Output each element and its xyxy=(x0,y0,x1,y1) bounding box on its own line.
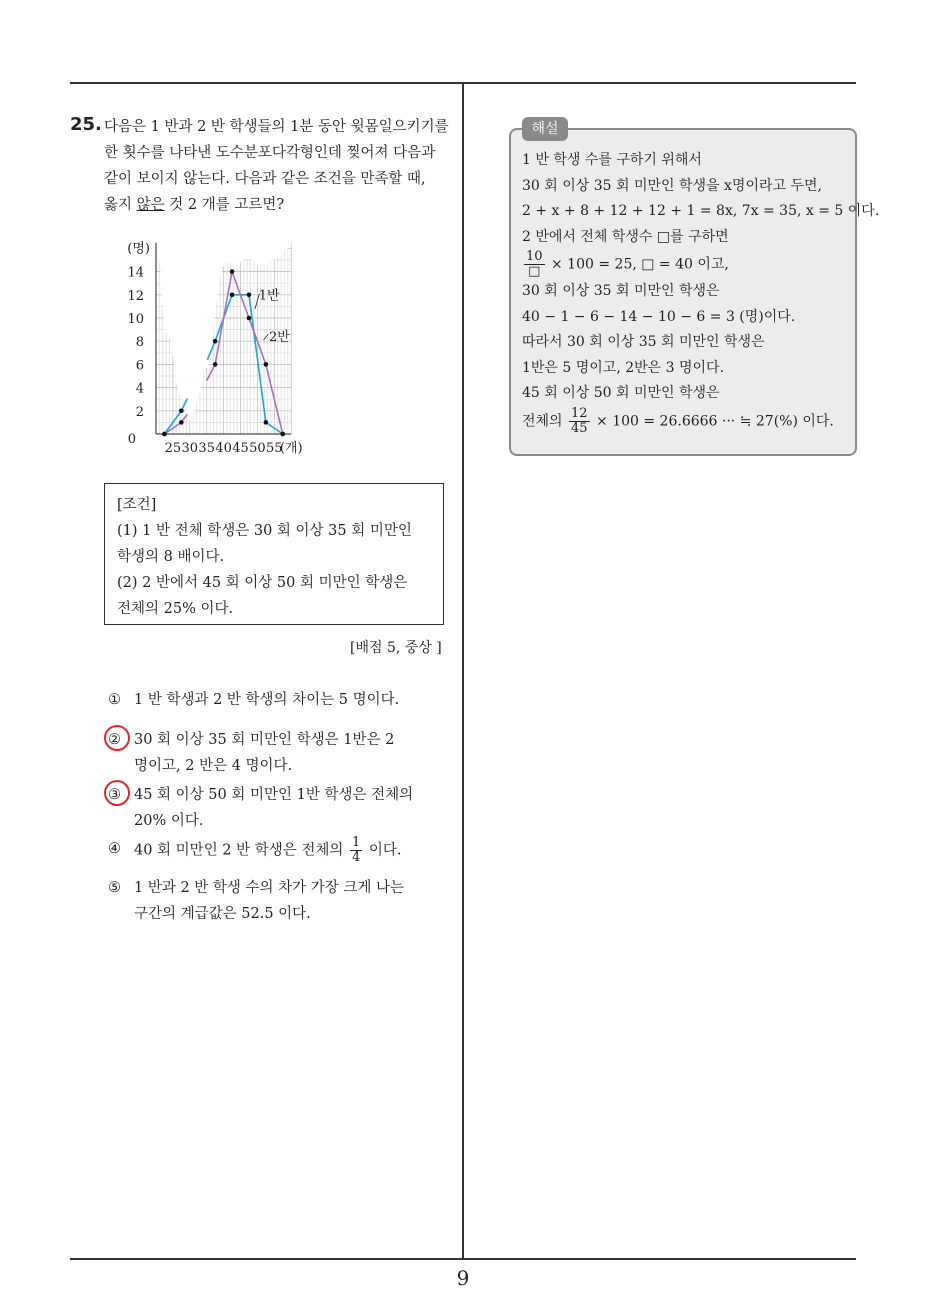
condition-line: (1) 1 반 전체 학생은 30 회 이상 35 회 미만인 xyxy=(117,523,412,539)
choice-mark: ② xyxy=(108,732,121,748)
x-axis-label: (개) xyxy=(279,441,303,456)
x-tick-label: 25 xyxy=(164,441,182,456)
choice-text: 1 반 학생과 2 반 학생의 차이는 5 명이다. xyxy=(134,692,400,708)
x-tick-label: 55 xyxy=(266,441,283,456)
fraction xyxy=(350,836,362,865)
y-axis-label: (명) xyxy=(127,241,150,257)
solution-line: 따라서 30 회 이상 35 회 미만인 학생은 xyxy=(522,334,765,350)
data-point xyxy=(247,316,252,321)
data-point xyxy=(213,362,218,367)
conditions-box xyxy=(104,483,444,625)
y-tick-label: 8 xyxy=(135,335,144,351)
question-line: 다음은 1 반과 2 반 학생들의 1분 동안 윗몸일으키기를 xyxy=(104,119,449,135)
y-tick-label: 4 xyxy=(135,381,144,397)
solution-line-post: × 100 = 26.6666 ··· ≒ 27(%) 이다. xyxy=(591,413,834,429)
data-point xyxy=(162,432,167,437)
choice-text: 1 반과 2 반 학생 수의 차가 가장 크게 나는 xyxy=(134,880,405,896)
column-divider xyxy=(462,84,464,1258)
solution-line: 1반은 5 명이고, 2반은 3 명이다. xyxy=(522,359,725,376)
x-tick-label: 50 xyxy=(249,441,266,456)
choice-text: 20% 이다. xyxy=(134,813,204,829)
solution-line: 30 회 이상 35 회 미만인 학생은 xyxy=(522,283,720,299)
data-point xyxy=(264,362,269,367)
chart-svg xyxy=(110,240,440,465)
question-line-suffix: 것 2 개를 고르면? xyxy=(164,197,285,213)
fraction-denominator: 45 xyxy=(571,420,588,436)
conditions-title: [조건] xyxy=(117,497,157,513)
solution-line: 40 − 1 − 6 − 14 − 10 − 6 = 3 (명)이다. xyxy=(522,308,796,325)
choice-text: 30 회 이상 35 회 미만인 학생은 1반은 2 xyxy=(134,732,395,748)
choice-text-post: 이다. xyxy=(364,842,402,859)
series-label-1: 1반 xyxy=(258,288,280,304)
fraction-numerator: 10 xyxy=(526,249,543,264)
data-point xyxy=(179,409,184,414)
question-text xyxy=(104,114,462,218)
fraction-numerator: 1 xyxy=(352,835,361,850)
solution-line: 1 반 학생 수를 구하기 위해서 xyxy=(522,152,702,168)
underlined-word: 않은 xyxy=(136,197,165,213)
solution-text xyxy=(522,148,880,436)
data-point xyxy=(230,293,235,298)
x-tick-label: 30 xyxy=(181,441,199,456)
series-segment-2 xyxy=(207,364,215,380)
choice-text: 구간의 계급값은 52.5 이다. xyxy=(134,906,311,922)
solution-line xyxy=(522,407,852,436)
score-label: [배점 5, 중상 ] xyxy=(350,640,442,656)
fraction-denominator: □ xyxy=(528,264,541,279)
condition-line: (2) 2 반에서 45 회 이상 50 회 미만인 학생은 xyxy=(117,575,408,591)
page-number: 9 xyxy=(456,1266,470,1290)
choice-mark: ⑤ xyxy=(108,880,121,896)
y-tick-label: 14 xyxy=(127,265,144,281)
choice-mark: ④ xyxy=(108,841,121,857)
choice-text-pre: 40 회 미만인 2 반 학생은 전체의 xyxy=(134,842,349,859)
solution-line-rest: × 100 = 25, □ = 40 이고, xyxy=(551,256,729,273)
series-label-2: 2반 xyxy=(268,330,290,346)
data-point xyxy=(280,432,285,437)
bottom-rule xyxy=(70,1258,856,1260)
fraction-denominator: 4 xyxy=(352,850,361,865)
question-line: 한 횟수를 나타낸 도수분포다각형인데 찢어져 다음과 xyxy=(104,145,436,161)
choice-mark: ③ xyxy=(108,787,121,803)
question-line xyxy=(104,192,462,218)
x-tick-label: 45 xyxy=(232,441,249,456)
data-point xyxy=(264,420,269,425)
solution-line: 2 반에서 전체 학생수 □를 구하면 xyxy=(522,228,729,245)
y-tick-label: 6 xyxy=(135,358,144,374)
x-tick-label: 40 xyxy=(215,441,232,456)
data-point xyxy=(179,420,184,425)
question-line: 같이 보이지 않는다. 다음과 같은 조건을 만족할 때, xyxy=(104,171,426,187)
solution-line: 45 회 이상 50 회 미만인 학생은 xyxy=(522,385,720,401)
choice-text: 명이고, 2 반은 4 명이다. xyxy=(134,758,293,774)
question-number: 25. xyxy=(70,114,102,135)
solution-tag: 해설 xyxy=(522,117,568,141)
data-point xyxy=(247,293,252,298)
solution-line: 30 회 이상 35 회 미만인 학생을 x명이라고 두면, xyxy=(522,177,822,194)
y-tick-label: 10 xyxy=(127,312,144,327)
solution-line xyxy=(522,250,852,279)
x-tick-label: 35 xyxy=(198,441,215,456)
data-point xyxy=(230,269,235,274)
frequency-polygon-chart xyxy=(110,240,440,469)
solution-line: 2 + x + 8 + 12 + 12 + 1 = 8x, 7x = 35, x = 5 이다. xyxy=(522,203,880,219)
fraction xyxy=(569,407,590,436)
choice-text xyxy=(134,836,452,865)
fraction-numerator: 12 xyxy=(571,405,588,421)
question-line-prefix: 옳지 xyxy=(104,197,137,213)
y-tick-label: 12 xyxy=(127,288,144,304)
y-tick-label: 0 xyxy=(127,432,136,447)
solution-line-pre: 전체의 xyxy=(522,413,568,429)
choice-text: 45 회 이상 50 회 미만인 1반 학생은 전체의 xyxy=(134,787,414,803)
fraction xyxy=(524,250,545,279)
data-point xyxy=(213,339,218,344)
condition-line: 학생의 8 배이다. xyxy=(117,549,225,565)
condition-line: 전체의 25% 이다. xyxy=(117,601,234,617)
choice-mark: ① xyxy=(108,692,121,708)
y-tick-label: 2 xyxy=(135,404,144,420)
